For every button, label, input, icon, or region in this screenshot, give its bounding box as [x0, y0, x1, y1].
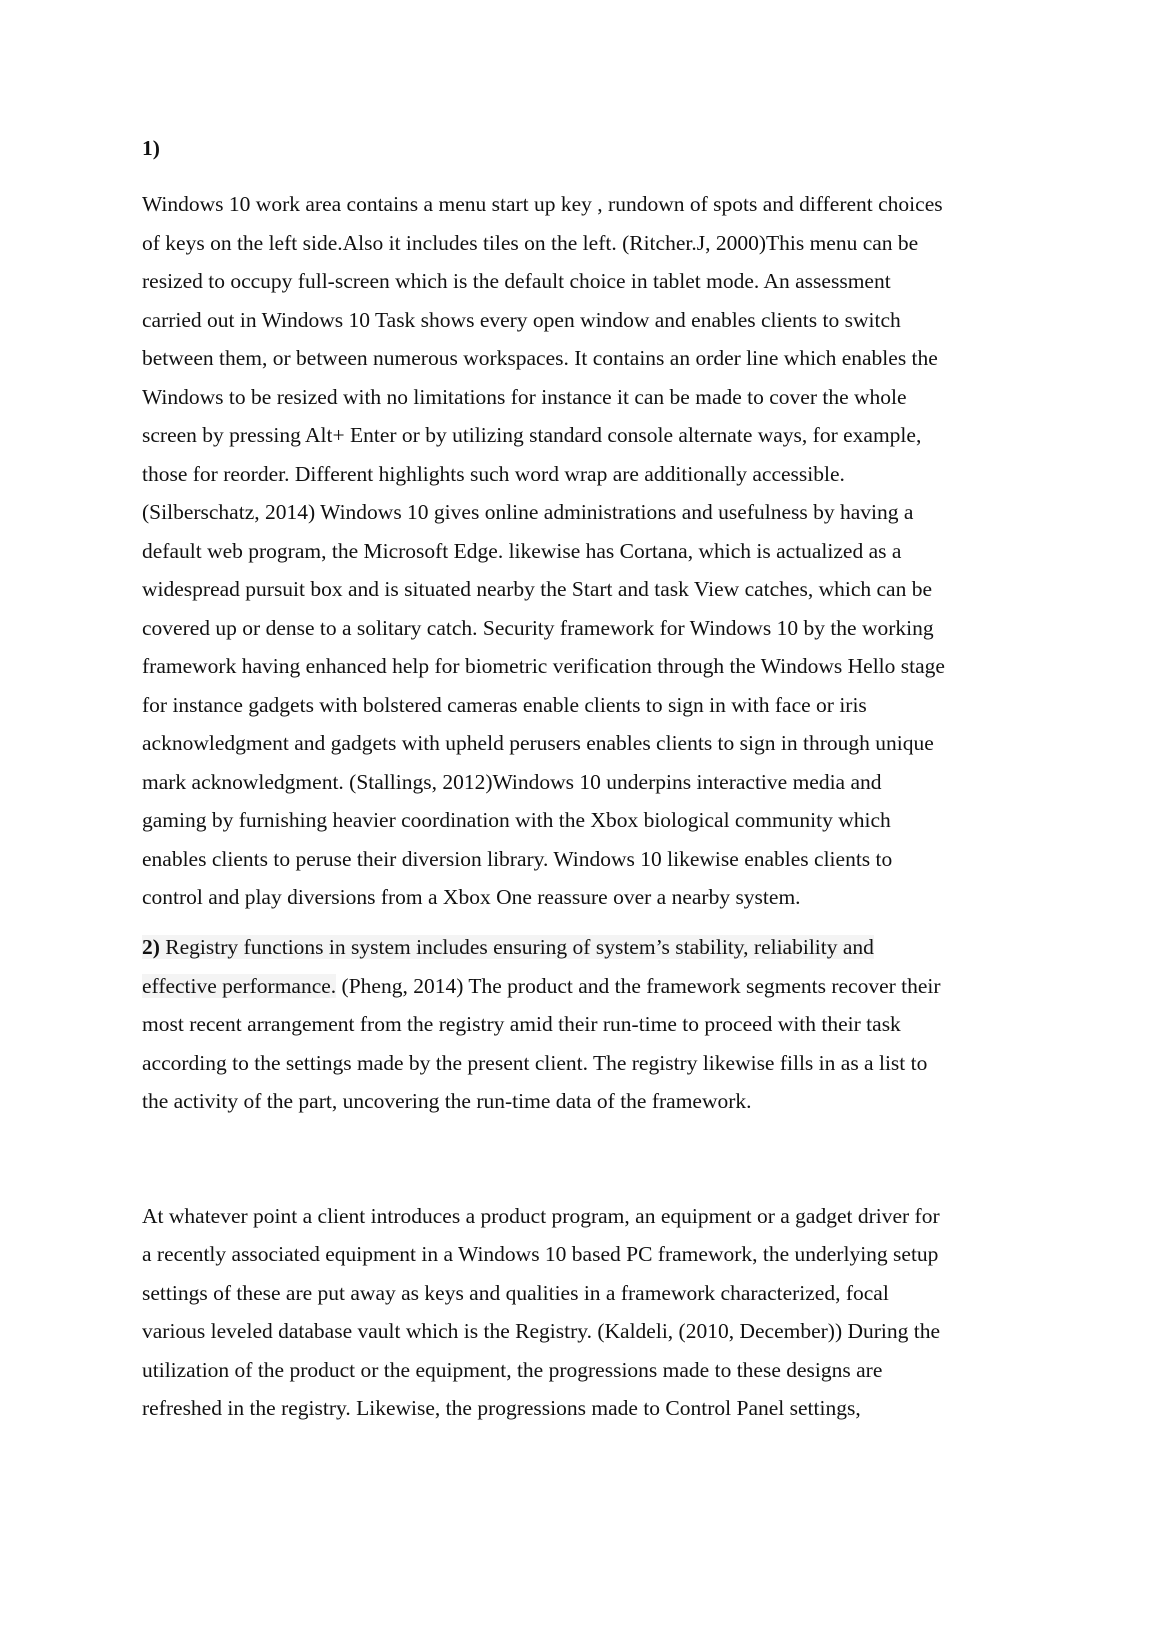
paragraph-line: according to the settings made by the present client. The registry likewise fills in as a list to [142, 1051, 928, 1075]
paragraph-line: (Silberschatz, 2014) Windows 10 gives online administrations and usefulness by having a [142, 500, 914, 524]
paragraph-line: of keys on the left side.Also it includes tiles on the left. (Ritcher.J, 2000)This menu can be [142, 231, 919, 255]
section-2-text: (Pheng, 2014) The product and the framework segments recover their [336, 974, 941, 998]
paragraph-line: acknowledgment and gadgets with upheld perusers enables clients to sign in through unique [142, 731, 934, 755]
section-1-heading: 1) [142, 136, 160, 160]
section-2-number: 2) [142, 935, 160, 959]
section-2-highlight-text: effective performance. [142, 974, 337, 998]
paragraph-line: various leveled database vault which is the Registry. (Kaldeli, (2010, December)) During the [142, 1319, 941, 1343]
paragraph-line: widespread pursuit box and is situated nearby the Start and task View catches, which can be [142, 577, 932, 601]
paragraph-line: gaming by furnishing heavier coordination with the Xbox biological community which [142, 808, 891, 832]
paragraph-line: covered up or dense to a solitary catch. Security framework for Windows 10 by the working [142, 616, 934, 640]
paragraph-line: between them, or between numerous workspaces. It contains an order line which enables the [142, 346, 938, 370]
paragraph-line: most recent arrangement from the registry amid their run-time to proceed with their task [142, 1012, 901, 1036]
paragraph-line: Windows 10 work area contains a menu start up key , rundown of spots and different choices [142, 192, 943, 216]
paragraph-line: At whatever point a client introduces a product program, an equipment or a gadget driver for [142, 1204, 940, 1228]
paragraph-line: carried out in Windows 10 Task shows every open window and enables clients to switch [142, 308, 901, 332]
paragraph-line: resized to occupy full-screen which is the default choice in tablet mode. An assessment [142, 269, 891, 293]
paragraph-line: enables clients to peruse their diversion library. Windows 10 likewise enables clients to [142, 847, 893, 871]
paragraph-line: Windows to be resized with no limitations for instance it can be made to cover the whole [142, 385, 907, 409]
paragraph-line: screen by pressing Alt+ Enter or by utilizing standard console alternate ways, for example, [142, 423, 922, 447]
paragraph-line: utilization of the product or the equipment, the progressions made to these designs are [142, 1358, 883, 1382]
paragraph-line: a recently associated equipment in a Windows 10 based PC framework, the underlying setup [142, 1242, 939, 1266]
paragraph-line: settings of these are put away as keys and qualities in a framework characterized, focal [142, 1281, 889, 1305]
paragraph-line: refreshed in the registry. Likewise, the progressions made to Control Panel settings, [142, 1396, 861, 1420]
section-2-highlight-text: Registry functions in system includes ensuring of system’s stability, reliability and [159, 935, 874, 959]
paragraph-line: control and play diversions from a Xbox One reassure over a nearby system. [142, 885, 801, 909]
paragraph-line: default web program, the Microsoft Edge. likewise has Cortana, which is actualized as a [142, 539, 902, 563]
section-2-line-1 [142, 933, 874, 961]
paragraph-line: mark acknowledgment. (Stallings, 2012)Windows 10 underpins interactive media and [142, 770, 882, 794]
paragraph-line: those for reorder. Different highlights such word wrap are additionally accessible. [142, 462, 845, 486]
section-2-line-2 [142, 972, 941, 1000]
paragraph-line: for instance gadgets with bolstered cameras enable clients to sign in with face or iris [142, 693, 867, 717]
paragraph-line: the activity of the part, uncovering the run-time data of the framework. [142, 1089, 752, 1113]
paragraph-line: framework having enhanced help for biometric verification through the Windows Hello stage [142, 654, 945, 678]
